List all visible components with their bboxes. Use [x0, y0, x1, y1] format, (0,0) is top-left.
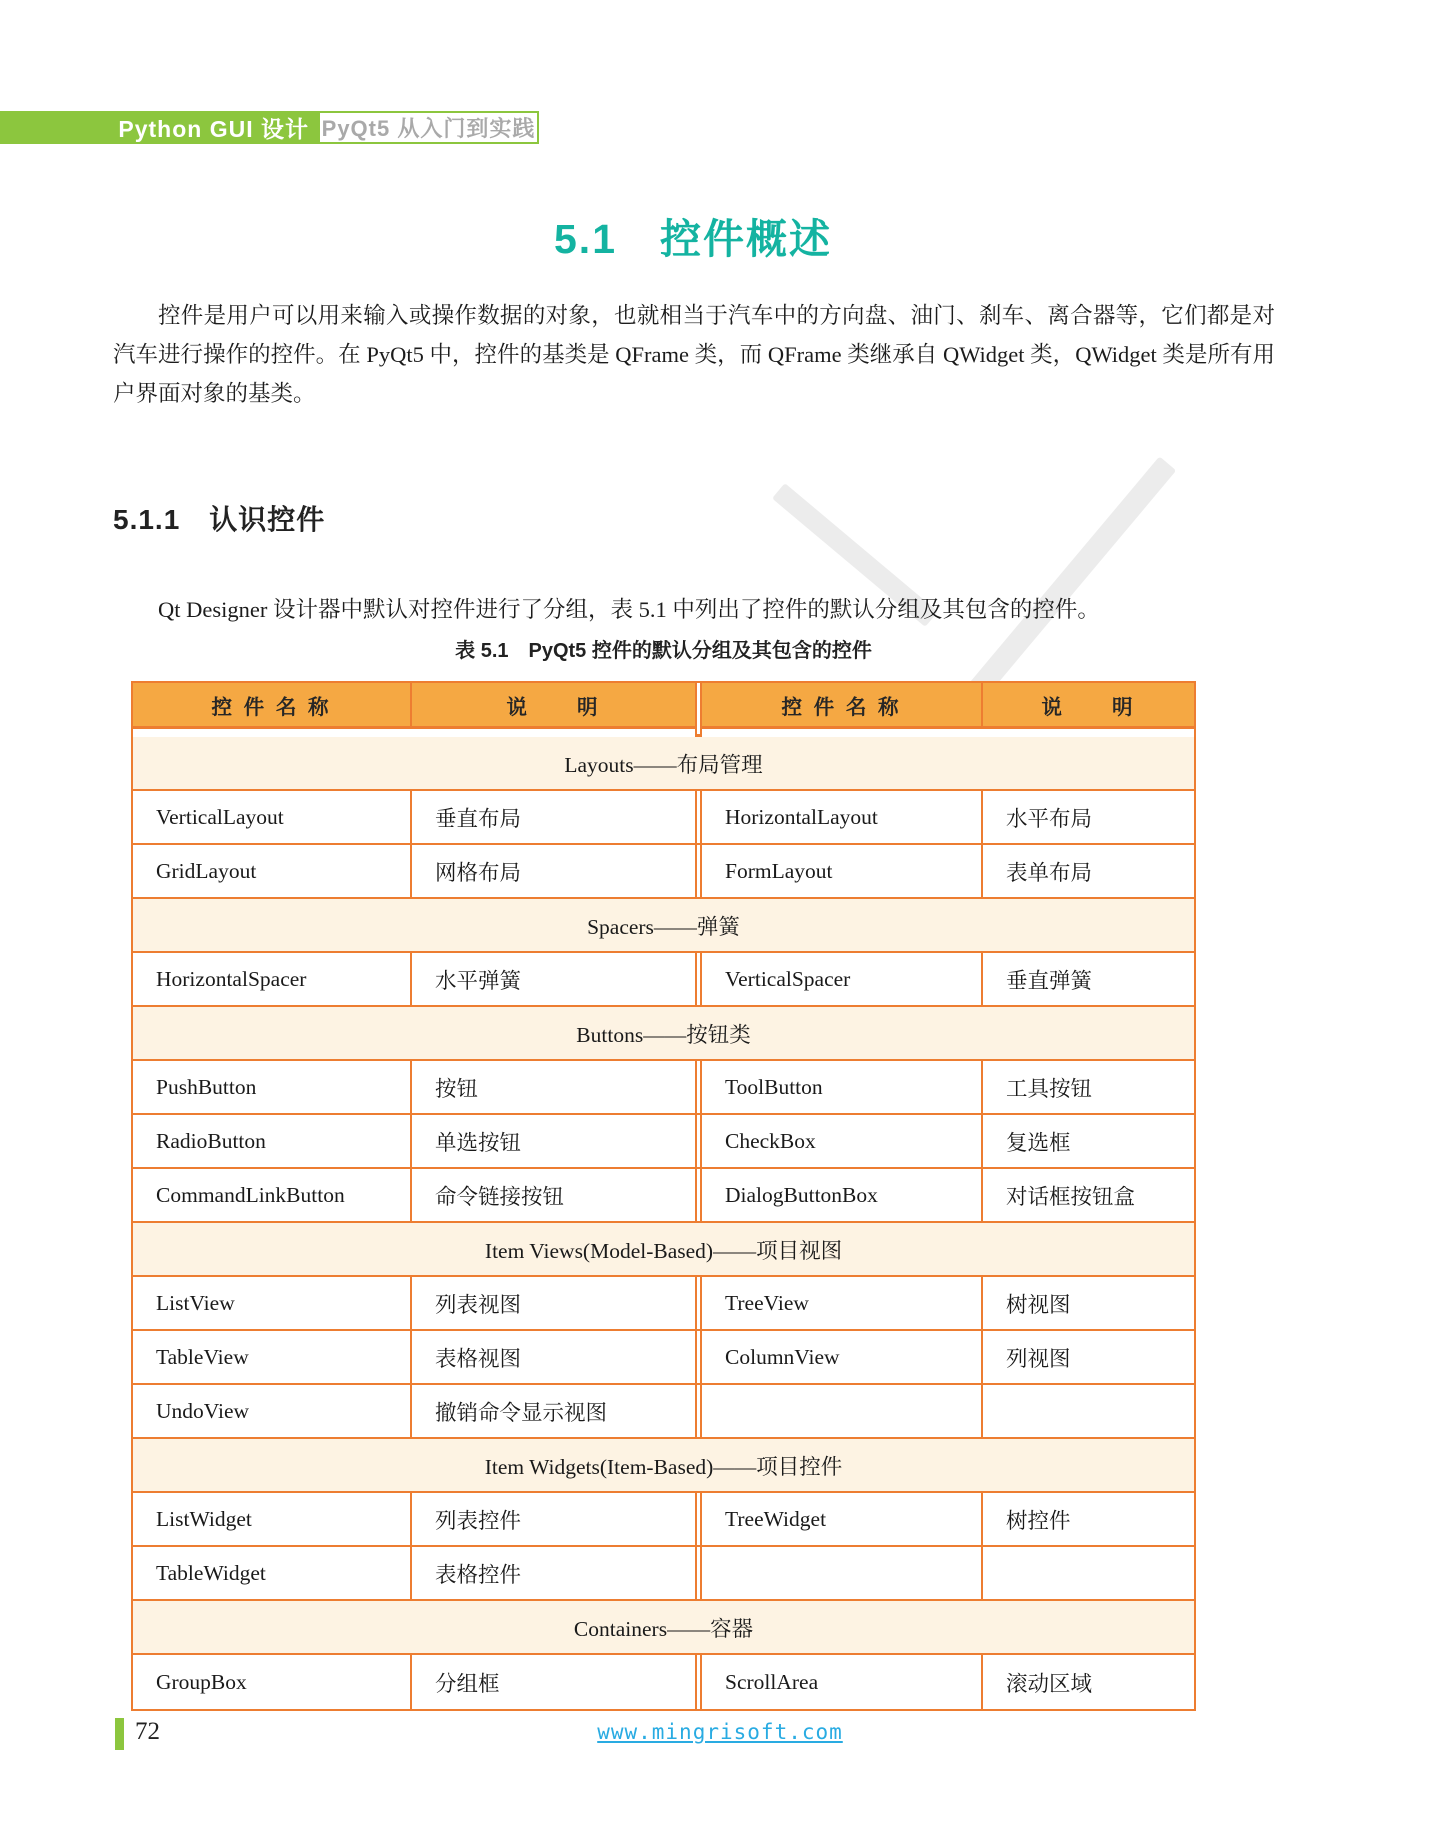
- middle-gap: [695, 1115, 702, 1169]
- control-name-cell: DialogButtonBox: [702, 1169, 983, 1223]
- control-name-cell: CheckBox: [702, 1115, 983, 1169]
- page-footer: [0, 1712, 1440, 1762]
- description-cell: [983, 1385, 1194, 1439]
- description-cell: 表格控件: [412, 1547, 695, 1601]
- middle-gap: [695, 1385, 702, 1439]
- description-cell: 按钮: [412, 1061, 695, 1115]
- middle-gap: [695, 1655, 702, 1709]
- control-name-cell: VerticalLayout: [133, 791, 412, 845]
- control-name-cell: [702, 1385, 983, 1439]
- group-row-label: Spacers——弹簧: [133, 899, 1194, 953]
- group-row-label: Layouts——布局管理: [133, 737, 1194, 791]
- table-caption: 表 5.1 PyQt5 控件的默认分组及其包含的控件: [455, 640, 872, 662]
- control-name-cell: GridLayout: [133, 845, 412, 899]
- group-row-label: Item Widgets(Item-Based)——项目控件: [133, 1439, 1194, 1493]
- description-cell: 分组框: [412, 1655, 695, 1709]
- control-name-cell: HorizontalLayout: [702, 791, 983, 845]
- description-cell: 滚动区域: [983, 1655, 1194, 1709]
- control-name-cell: GroupBox: [133, 1655, 412, 1709]
- description-cell: 垂直布局: [412, 791, 695, 845]
- description-cell: 列视图: [983, 1331, 1194, 1385]
- watermark-stroke: [954, 456, 1177, 715]
- description-cell: 列表视图: [412, 1277, 695, 1331]
- middle-gap: [695, 1169, 702, 1223]
- control-name-cell: ListWidget: [133, 1493, 412, 1547]
- middle-gap: [695, 1493, 702, 1547]
- subsection-paragraph: Qt Designer 设计器中默认对控件进行了分组，表 5.1 中列出了控件的默认分组及其包含的控件。: [158, 597, 1100, 622]
- description-cell: 网格布局: [412, 845, 695, 899]
- description-cell: 单选按钮: [412, 1115, 695, 1169]
- col-header-control-name: 控 件 名 称: [133, 683, 412, 729]
- description-cell: 对话框按钮盒: [983, 1169, 1194, 1223]
- description-cell: 表单布局: [983, 845, 1194, 899]
- group-row-label: Item Views(Model-Based)——项目视图: [133, 1223, 1194, 1277]
- control-name-cell: TreeView: [702, 1277, 983, 1331]
- middle-gap: [695, 953, 702, 1007]
- page-number: 72: [135, 1718, 160, 1745]
- description-cell: 列表控件: [412, 1493, 695, 1547]
- control-name-cell: ColumnView: [702, 1331, 983, 1385]
- description-cell: 树控件: [983, 1493, 1194, 1547]
- middle-gap: [695, 791, 702, 845]
- publisher-url-link[interactable]: www.mingrisoft.com: [597, 1720, 843, 1744]
- subsection-title: 5.1.1 认识控件: [113, 504, 326, 535]
- control-name-cell: RadioButton: [133, 1115, 412, 1169]
- description-cell: 垂直弹簧: [983, 953, 1194, 1007]
- series-title: Python GUI 设计: [0, 111, 318, 144]
- middle-gap: [695, 1061, 702, 1115]
- page-header-banner: [0, 111, 539, 144]
- control-name-cell: VerticalSpacer: [702, 953, 983, 1007]
- col-header-description: 说 明: [983, 683, 1194, 729]
- col-header-control-name: 控 件 名 称: [702, 683, 983, 729]
- control-name-cell: HorizontalSpacer: [133, 953, 412, 1007]
- control-name-cell: UndoView: [133, 1385, 412, 1439]
- group-row-label: Containers——容器: [133, 1601, 1194, 1655]
- description-cell: [983, 1547, 1194, 1601]
- control-name-cell: CommandLinkButton: [133, 1169, 412, 1223]
- description-cell: 树视图: [983, 1277, 1194, 1331]
- control-name-cell: ScrollArea: [702, 1655, 983, 1709]
- group-row-label: Buttons——按钮类: [133, 1007, 1194, 1061]
- control-name-cell: FormLayout: [702, 845, 983, 899]
- middle-gap: [695, 1547, 702, 1601]
- middle-gap: [695, 1331, 702, 1385]
- control-name-cell: ListView: [133, 1277, 412, 1331]
- control-name-cell: TableView: [133, 1331, 412, 1385]
- description-cell: 水平弹簧: [412, 953, 695, 1007]
- description-cell: 撤销命令显示视图: [412, 1385, 695, 1439]
- description-cell: 命令链接按钮: [412, 1169, 695, 1223]
- middle-gap: [695, 845, 702, 899]
- middle-gap: [695, 683, 702, 737]
- book-title: PyQt5 从入门到实践: [318, 111, 539, 144]
- controls-table: [131, 681, 1196, 1711]
- chapter-title: 5.1 控件概述: [554, 216, 832, 262]
- control-name-cell: TreeWidget: [702, 1493, 983, 1547]
- middle-gap: [695, 1277, 702, 1331]
- description-cell: 复选框: [983, 1115, 1194, 1169]
- description-cell: 表格视图: [412, 1331, 695, 1385]
- description-cell: 水平布局: [983, 791, 1194, 845]
- col-header-description: 说 明: [412, 683, 695, 729]
- control-name-cell: [702, 1547, 983, 1601]
- control-name-cell: ToolButton: [702, 1061, 983, 1115]
- description-cell: 工具按钮: [983, 1061, 1194, 1115]
- control-name-cell: PushButton: [133, 1061, 412, 1115]
- intro-paragraph: 控件是用户可以用来输入或操作数据的对象，也就相当于汽车中的方向盘、油门、刹车、离合器等，它们都是对汽车进行操作的控件。在 PyQt5 中，控件的基类是 QFrame 类，而 QFrame 类继承自 QWidget 类，QWidget 类是所有用户界面对象的基类。: [113, 303, 1275, 406]
- control-name-cell: TableWidget: [133, 1547, 412, 1601]
